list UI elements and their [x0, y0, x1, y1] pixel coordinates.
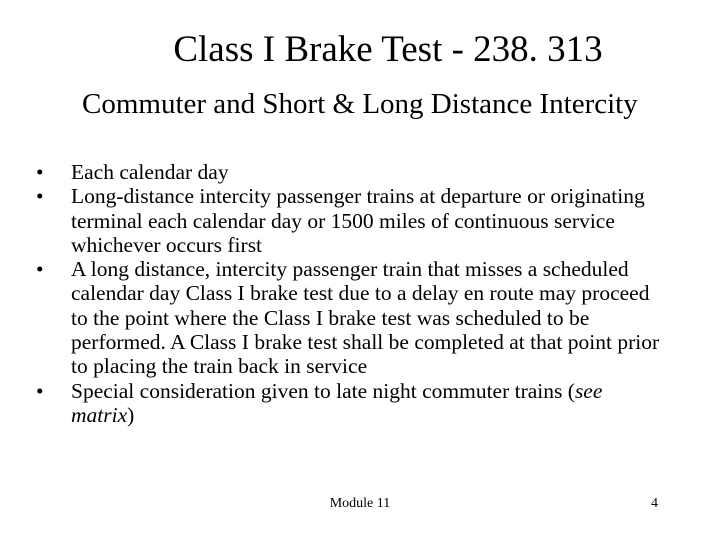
- bullet-paren-open: (: [567, 378, 575, 403]
- bullet-icon: •: [36, 184, 44, 209]
- bullet-item: [36, 257, 666, 378]
- bullet-text: Special consideration given to late night commuter trains: [71, 378, 563, 403]
- matrix-reference: see matrix: [71, 378, 603, 427]
- bullet-text: Long-distance intercity passenger trains at departure or originating terminal each calendar day or 1500 miles of continuous service whichever occurs first: [71, 184, 645, 257]
- slide-title: Class I Brake Test - 238. 313: [173, 29, 603, 70]
- bullet-item: [36, 184, 666, 257]
- bullet-text: Each calendar day: [71, 160, 229, 184]
- footer-module-label: Module 11: [329, 496, 391, 511]
- bullet-text: A long distance, intercity passenger train that misses a scheduled calendar day Class I brake test due to a delay en route may proceed to the point where the Class I brake test was scheduled to be performed. A Class I brake test shall be completed at that point prior to placing the train back in service: [71, 257, 660, 379]
- bullet-icon: •: [36, 378, 44, 403]
- slide-subtitle: Commuter and Short & Long Distance Intercity: [82, 88, 638, 120]
- bullet-item: [36, 379, 666, 428]
- bullet-icon: •: [36, 257, 44, 282]
- bullet-paren-close: ): [127, 402, 135, 427]
- bullet-icon: •: [36, 160, 44, 184]
- bullet-item: [36, 160, 666, 184]
- bullet-list: [36, 160, 666, 427]
- page-number: 4: [651, 496, 658, 511]
